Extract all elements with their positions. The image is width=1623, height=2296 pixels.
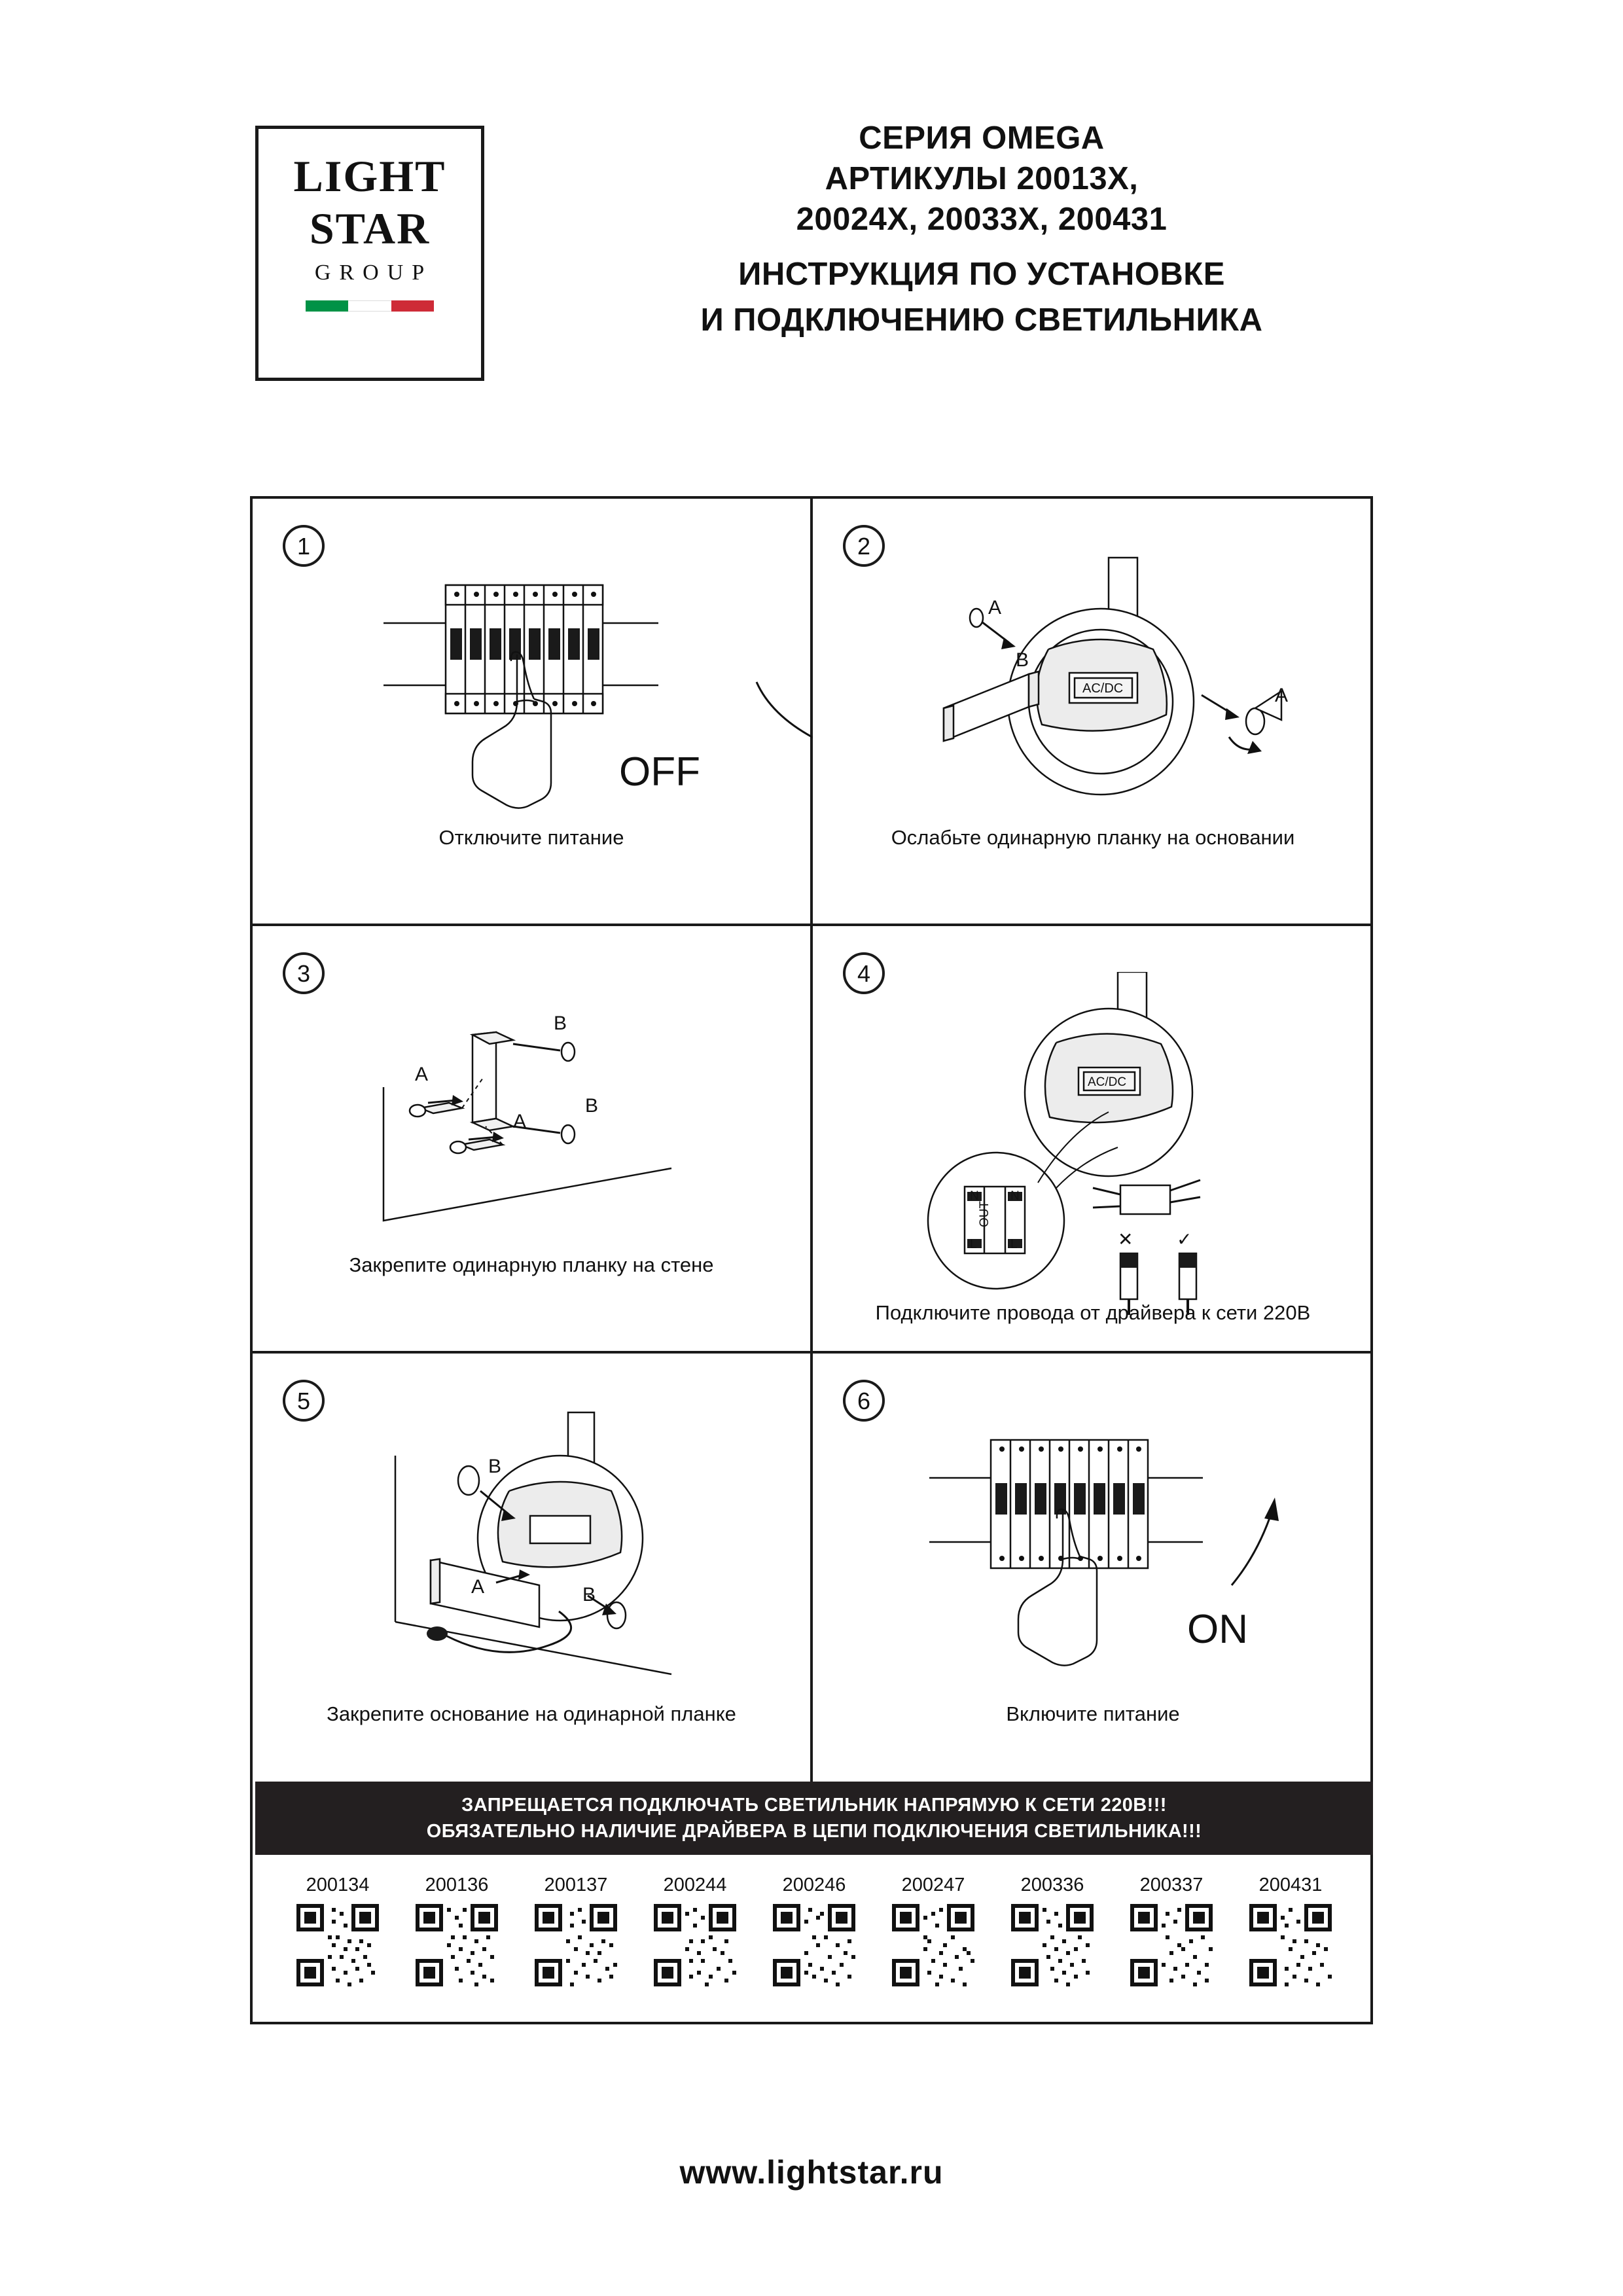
instruction-line-1: ИНСТРУКЦИЯ ПО УСТАНОВКЕ: [738, 257, 1225, 292]
svg-text:A: A: [513, 1111, 527, 1132]
svg-text:B: B: [585, 1095, 599, 1117]
svg-text:L: L: [1010, 1238, 1018, 1251]
svg-text:✓: ✓: [1177, 1229, 1192, 1249]
qr-label: 200247: [901, 1874, 965, 1895]
qr-label: 200137: [544, 1874, 608, 1895]
step-6-caption: Включите питание: [1006, 1702, 1180, 1725]
qr-label: 200337: [1139, 1874, 1204, 1895]
qr-code-image[interactable]: [892, 1904, 974, 1986]
svg-text:AC/DC: AC/DC: [1082, 681, 1124, 696]
footer-website[interactable]: www.lightstar.ru: [679, 2154, 944, 2191]
warning-banner: [255, 1782, 1373, 1855]
step-1-illustration: [253, 545, 810, 852]
qr-code-image[interactable]: [773, 1904, 855, 1986]
logo-text-light: LIGHT: [293, 151, 446, 201]
qr-item: [1119, 1874, 1224, 2024]
qr-label: 200431: [1258, 1874, 1323, 1895]
title-block: [589, 118, 1374, 343]
step-2-caption: Ослабьте одинарную планку на основании: [891, 826, 1295, 849]
qr-code-image[interactable]: [654, 1904, 736, 1986]
qr-code-image[interactable]: [535, 1904, 617, 1986]
qr-label: 200246: [782, 1874, 846, 1895]
step-cell-2: [813, 499, 1373, 926]
qr-code-image[interactable]: [416, 1904, 498, 1986]
qr-item: [881, 1874, 986, 2024]
series-title: СЕРИЯ OMEGA: [859, 120, 1105, 156]
step-3-caption: Закрепите одинарную планку на стене: [349, 1253, 714, 1276]
step-4-illustration: [813, 972, 1373, 1280]
qr-code-image[interactable]: [1130, 1904, 1213, 1986]
step-number-3: 3: [283, 952, 325, 994]
qr-code-image[interactable]: [1249, 1904, 1332, 1986]
svg-text:A: A: [988, 597, 1002, 619]
italian-flag-icon: [306, 300, 434, 312]
qr-item: [762, 1874, 866, 2024]
qr-code-image[interactable]: [296, 1904, 379, 1986]
qr-item: [1000, 1874, 1105, 2024]
qr-label: 200136: [425, 1874, 489, 1895]
qr-item: [643, 1874, 747, 2024]
step-number-2: 2: [843, 525, 885, 567]
brand-logo: [255, 126, 484, 381]
step-2-illustration: [813, 545, 1373, 852]
step-number-1: 1: [283, 525, 325, 567]
qr-label: 200244: [663, 1874, 727, 1895]
svg-text:N: N: [1010, 1189, 1020, 1203]
articles-line-2: 20024X, 20033X, 200431: [796, 202, 1168, 237]
step-number-5: 5: [283, 1380, 325, 1422]
svg-text:B: B: [582, 1584, 596, 1605]
step-cell-4: [813, 926, 1373, 1354]
svg-text:OFF: OFF: [619, 749, 700, 795]
svg-text:B: B: [1016, 649, 1029, 671]
svg-text:L: L: [970, 1238, 977, 1251]
step-5-illustration: [253, 1399, 810, 1707]
qr-item: [404, 1874, 509, 2024]
instruction-line-2: И ПОДКЛЮЧЕНИЮ СВЕТИЛЬНИКА: [700, 302, 1263, 338]
svg-text:B: B: [554, 1013, 567, 1034]
svg-text:A: A: [471, 1576, 485, 1598]
step-cell-1: [253, 499, 813, 926]
qr-label: 200336: [1020, 1874, 1084, 1895]
svg-text:✕: ✕: [1118, 1229, 1133, 1249]
step-number-4: 4: [843, 952, 885, 994]
step-4-caption: Подключите провода от драйвера к сети 220В: [875, 1301, 1311, 1324]
step-number-6: 6: [843, 1380, 885, 1422]
qr-item: [1238, 1874, 1343, 2024]
warning-line-1: ЗАПРЕЩАЕТСЯ ПОДКЛЮЧАТЬ СВЕТИЛЬНИК НАПРЯМУЮ К СЕТИ 220В!!!: [461, 1795, 1167, 1816]
step-cell-5: [253, 1354, 813, 1782]
svg-text:AC/DC: AC/DC: [1088, 1075, 1127, 1089]
instruction-panel: [250, 496, 1373, 2024]
svg-text:A: A: [1275, 685, 1289, 706]
step-6-illustration: [813, 1399, 1373, 1707]
step-cell-3: [253, 926, 813, 1354]
svg-text:A: A: [415, 1064, 429, 1085]
qr-code-row: [255, 1855, 1373, 2024]
qr-code-image[interactable]: [1011, 1904, 1094, 1986]
step-3-illustration: [253, 972, 810, 1280]
logo-text-group: GROUP: [314, 260, 433, 285]
step-1-caption: Отключите питание: [438, 826, 624, 849]
qr-item: [524, 1874, 628, 2024]
page-header: [0, 118, 1623, 393]
qr-item: [285, 1874, 390, 2024]
svg-text:ON: ON: [1187, 1607, 1248, 1652]
articles-line-1: АРТИКУЛЫ 20013X,: [825, 161, 1139, 196]
step-cell-6: [813, 1354, 1373, 1782]
step-5-caption: Закрепите основание на одинарной планке: [327, 1702, 736, 1725]
logo-text-star: STAR: [309, 204, 431, 253]
steps-grid: [253, 499, 1370, 1782]
svg-text:B: B: [488, 1456, 502, 1477]
svg-text:N: N: [970, 1189, 979, 1203]
svg-text:OUT: OUT: [978, 1200, 991, 1227]
warning-line-2: ОБЯЗАТЕЛЬНО НАЛИЧИЕ ДРАЙВЕРА В ЦЕПИ ПОДКЛЮЧЕНИЯ СВЕТИЛЬНИКА!!!: [426, 1821, 1202, 1842]
qr-label: 200134: [306, 1874, 370, 1895]
